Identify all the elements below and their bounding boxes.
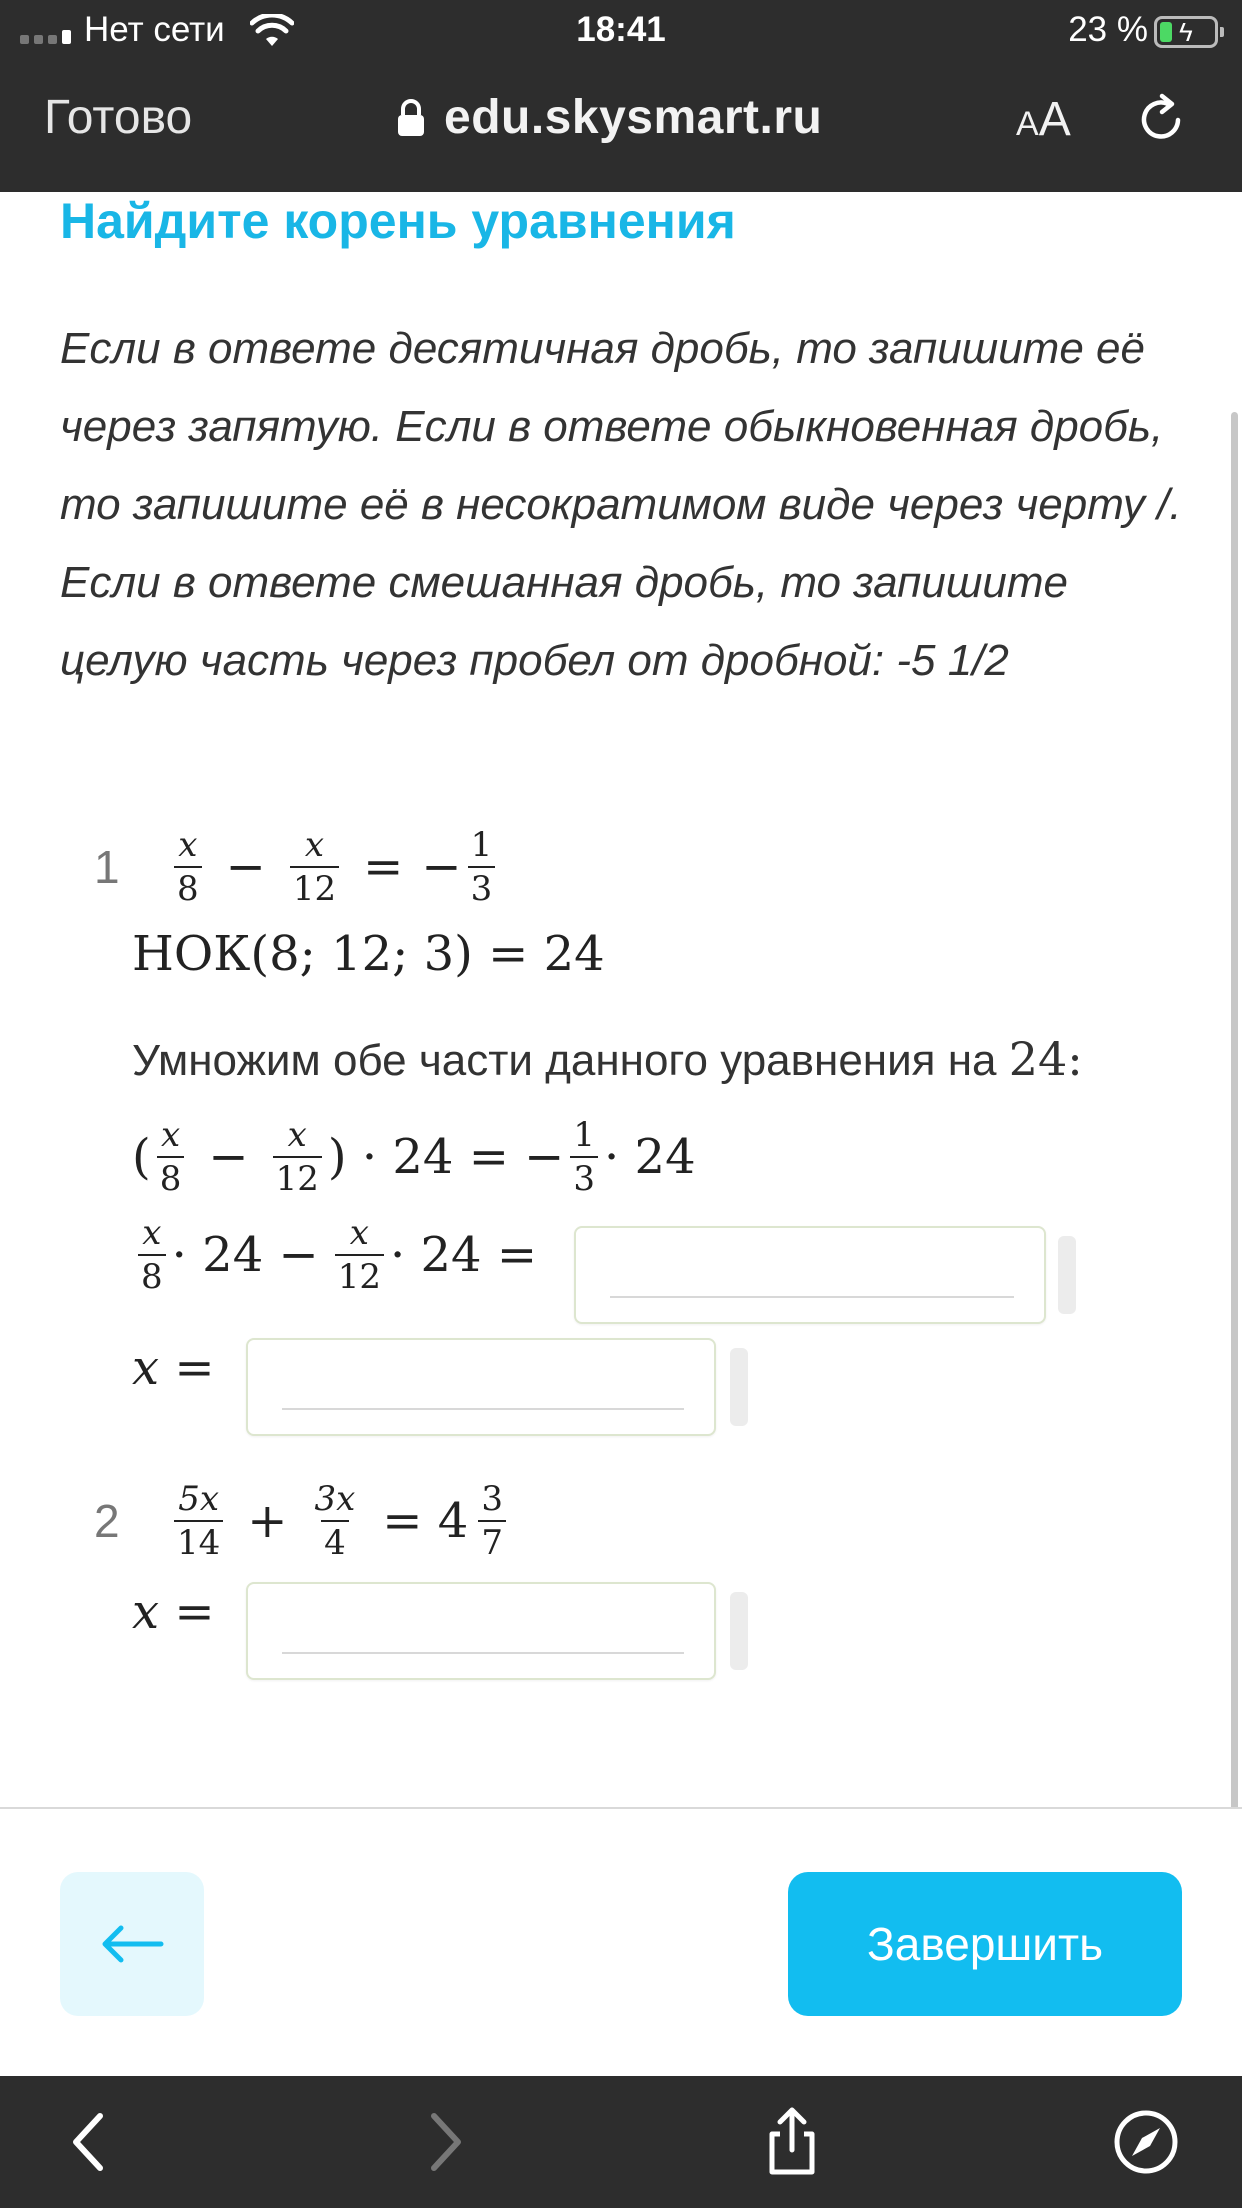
- answer-side-handle: [730, 1348, 748, 1426]
- done-button[interactable]: Готово: [44, 91, 193, 144]
- step-distribute: $\frac{x}{8}$ · 24 − $\frac{x}{12}$ · 24 =: [132, 1216, 537, 1294]
- answer-side-handle: [730, 1592, 748, 1670]
- page-content: [0, 192, 1242, 1807]
- answer-input-2[interactable]: [246, 1582, 716, 1680]
- step-multiply: ( $\frac{x}{8}$ − $\frac{x}{12}$ ) · 24 = − $\frac{1}{3}$ · 24: [132, 1115, 696, 1199]
- reload-icon[interactable]: [1134, 90, 1190, 146]
- battery-percent: 23 %: [1068, 10, 1148, 49]
- task-instructions: Если в ответе десятичная дробь, то запишите её через запятую. Если в ответе обыкновенная дробь, то запишите её в несократимом виде через черту /. Если в ответе смешанная дробь, то запишите целую часть через пробел от дробной: -5 1/2: [60, 324, 1182, 685]
- battery-icon: ϟ: [1154, 16, 1218, 48]
- carrier-label: Нет сети: [84, 10, 225, 49]
- x-equals-label: x =: [132, 1584, 215, 1640]
- problem-number: 1: [94, 841, 120, 893]
- clock: 18:41: [576, 10, 666, 49]
- finish-button[interactable]: Завершить: [788, 1872, 1182, 2016]
- problem-number: 2: [94, 1495, 120, 1547]
- arrow-left-icon: [99, 1924, 165, 1964]
- forward-icon[interactable]: [406, 2106, 478, 2178]
- compass-icon[interactable]: [1110, 2106, 1182, 2178]
- back-icon[interactable]: [56, 2106, 128, 2178]
- lock-icon: [396, 98, 426, 138]
- share-icon[interactable]: [756, 2106, 828, 2178]
- answer-side-handle: [1058, 1236, 1076, 1314]
- lcm-line: НОК(8; 12; 3) = 24: [132, 926, 605, 982]
- url-text: edu.skysmart.ru: [444, 91, 823, 144]
- back-button[interactable]: [60, 1872, 204, 2016]
- answer-input-1b[interactable]: [246, 1338, 716, 1436]
- x-equals-label: x =: [132, 1340, 215, 1396]
- footer-divider: [0, 1807, 1242, 1809]
- browser-bottom-toolbar: [0, 2076, 1242, 2208]
- scrollbar[interactable]: [1231, 412, 1238, 1807]
- task-title: Найдите корень уравнения: [60, 193, 736, 249]
- answer-input-1a[interactable]: [574, 1226, 1046, 1324]
- browser-nav-bar: [0, 64, 1242, 192]
- equation-1: $\frac{x}{8}$ − $\frac{x}{12}$ = − $\frac{1}{3}$: [168, 828, 501, 906]
- browser-top-bar: [0, 0, 1242, 192]
- text-size-button[interactable]: AA: [1016, 93, 1071, 146]
- status-bar: [0, 0, 1242, 64]
- multiply-instruction: Умножим обе части данного уравнения на 24:: [132, 1032, 1083, 1086]
- address-bar[interactable]: [396, 90, 822, 145]
- equation-2: $\frac{5x}{14}$ + $\frac{3x}{4}$ = 4 $\frac{3}{7}$: [168, 1482, 512, 1560]
